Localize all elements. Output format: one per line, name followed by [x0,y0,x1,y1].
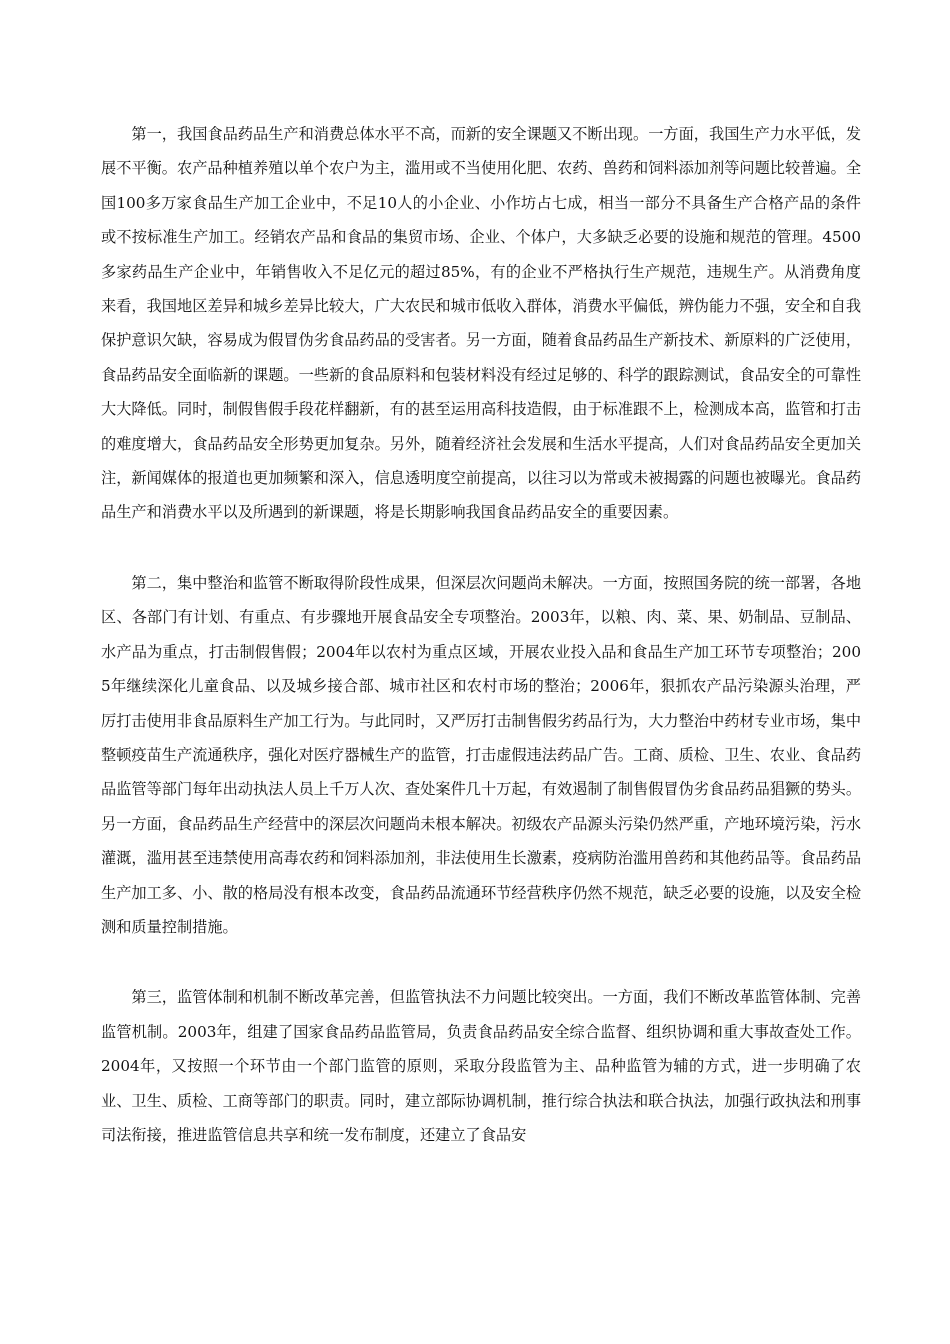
paragraph-2: 第二，集中整治和监管不断取得阶段性成果，但深层次问题尚未解决。一方面，按照国务院的统一部署，各地区、各部门有计划、有重点、有步骤地开展食品安全专项整治。2003年，以粮、肉、菜、果、奶制品、豆制品、水产品为重点，打击制假售假；2004年以农村为重点区域，开展农业投入品和食品生产加工环节专项整治；2005年继续深化儿童食品、以及城乡接合部、城市社区和农村市场的整治；2006年，狠抓农产品污染源头治理，严厉打击使用非食品原料生产加工行为。与此同时，又严厉打击制售假劣药品行为，大力整治中药材专业市场，集中整顿疫苗生产流通秩序，强化对医疗器械生产的监管，打击虚假违法药品广告。工商、质检、卫生、农业、食品药品监管等部门每年出动执法人员上千万人次、查处案件几十万起，有效遏制了制售假冒伪劣食品药品猖獗的势头。另一方面，食品药品生产经营中的深层次问题尚未根本解决。初级农产品源头污染仍然严重，产地环境污染，污水灌溉，滥用甚至违禁使用高毒农药和饲料添加剂，非法使用生长激素，疫病防治滥用兽药和其他药品等。食品药品生产加工多、小、散的格局没有根本改变，食品药品流通环节经营秩序仍然不规范，缺乏必要的设施，以及安全检测和质量控制措施。 [101,573,861,936]
paragraph-3: 第三，监管体制和机制不断改革完善，但监管执法不力问题比较突出。一方面，我们不断改革监管体制、完善监管机制。2003年，组建了国家食品药品监管局，负责食品药品安全综合监督、组织协调和重大事故查处工作。2004年，又按照一个环节由一个部门监管的原则，采取分段监管为主、品种监管为辅的方式，进一步明确了农业、卫生、质检、工商等部门的职责。同时，建立部际协调机制，推行综合执法和联合执法，加强行政执法和刑事司法衔接，推进监管信息共享和统一发布制度，还建立了食品安 [101,988,861,1144]
document-body [101,117,861,1188]
paragraph-1: 第一，我国食品药品生产和消费总体水平不高，而新的安全课题又不断出现。一方面，我国生产力水平低，发展不平衡。农产品种植养殖以单个农户为主，滥用或不当使用化肥、农药、兽药和饲料添加剂等问题比较普遍。全国100多万家食品生产加工企业中，不足10人的小企业、小作坊占七成，相当一部分不具备生产合格产品的条件或不按标准生产加工。经销农产品和食品的集贸市场、企业、个体户，大多缺乏必要的设施和规范的管理。4500多家药品生产企业中，年销售收入不足亿元的超过85%，有的企业不严格执行生产规范，违规生产。从消费角度来看，我国地区差异和城乡差异比较大，广大农民和城市低收入群体，消费水平偏低，辨伪能力不强，安全和自我保护意识欠缺，容易成为假冒伪劣食品药品的受害者。另一方面，随着食品药品生产新技术、新原料的广泛使用，食品药品安全面临新的课题。一些新的食品原料和包装材料没有经过足够的、科学的跟踪测试，食品安全的可靠性大大降低。同时，制假售假手段花样翻新，有的甚至运用高科技造假，由于标准跟不上，检测成本高，监管和打击的难度增大，食品药品安全形势更加复杂。另外，随着经济社会发展和生活水平提高，人们对食品药品安全更加关注，新闻媒体的报道也更加频繁和深入，信息透明度空前提高，以往习以为常或未被揭露的问题也被曝光。食品药品生产和消费水平以及所遇到的新课题，将是长期影响我国食品药品安全的重要因素。 [101,125,861,522]
